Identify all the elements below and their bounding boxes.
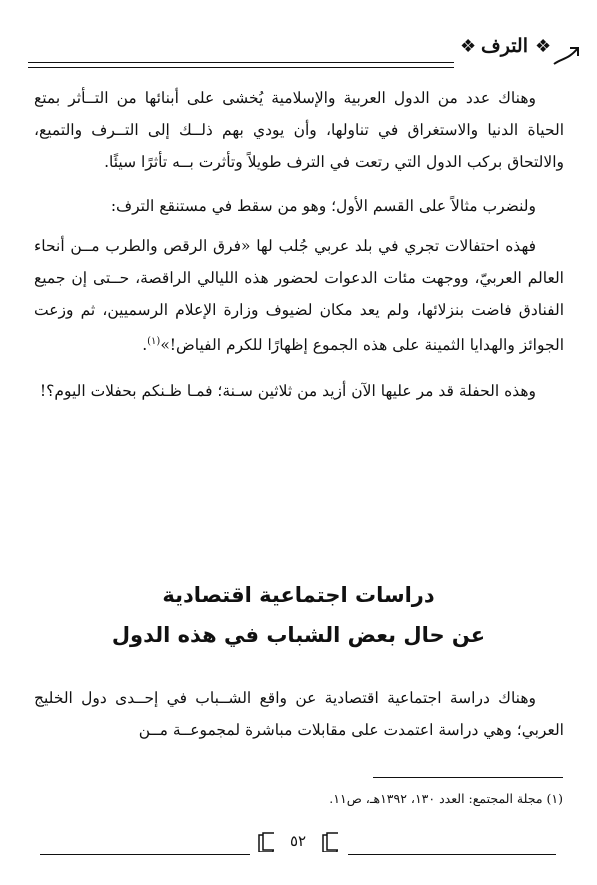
running-header (28, 34, 580, 74)
page-footer (40, 826, 556, 866)
header-rule-upper (28, 62, 454, 63)
footnote-separator (373, 777, 563, 778)
body-text-bottom (34, 682, 564, 746)
header-rule-lower (28, 67, 454, 68)
paragraph: ولنضرب مثالاً على القسم الأول؛ وهو من سقط في مستنقع الترف: (110, 197, 536, 215)
page-frame-left-icon (258, 832, 274, 852)
quote-text: فهذه احتفالات تجري في بلد عربي جُلب لها «فرق الرقص والطرب مــن أنحاء العالم العربيّ، ووجهت مئات الدعوات لحضور هذه الليالي الراقصة، حــتى إن جميع الفنادق فاضت بنزلائها، ولم يعد مكان لضيوف وزارة الإعلام الرسميين، ثم وزعت الجوائز والهدايا الثمينة على هذه الجموع إظهارًا للكرم الفياض!» (34, 237, 564, 355)
footer-rule-left (40, 854, 250, 855)
footer-rule-right (348, 854, 556, 855)
page-frame-right-icon (322, 832, 338, 852)
header-right-ornament-icon: ❖ (535, 36, 552, 57)
quoted-passage: فهذه احتفالات تجري في بلد عربي جُلب لها «فرق الرقص والطرب مــن أنحاء العالم العربيّ، ووجهت مئات الدعوات لحضور هذه الليالي الراقصة، حــتى إن جميع الفنادق فاضت بنزلائها، ولم يعد مكان لضيوف وزارة الإعلام الرسميين، ثم وزعت الجوائز والهدايا الثمينة على هذه الجموع إظهارًا للكرم الفياض!»$^{(١)}$. (34, 237, 564, 355)
page-number: ٥٢ (290, 832, 307, 850)
paragraph: وهناك عدد من الدول العربية والإسلامية يُخشى على أبنائها من التــأثر بمتع الحياة الدنيا والاستغراق في تناولها، وأن يودي بهم ذلــك إلى التــرف والتميع، والالتحاق بركب الدول التي رتعت في الترف طويلاً وتأثرت بــه تأثرًا سيئًا. (34, 89, 564, 171)
footnote: (١) مجلة المجتمع: العدد ١٣٠، ١٣٩٢هـ، ص١١. (329, 791, 563, 806)
paragraph: وهذه الحفلة قد مر عليها الآن أزيد من ثلاثين سـنة؛ فمـا ظـنكم بحفلات اليوم؟! (39, 382, 536, 401)
body-text-top (34, 82, 564, 407)
header-title: الترف (481, 35, 528, 57)
paragraph: وهناك دراسة اجتماعية اقتصادية عن واقع الشــباب في إحــدى دول الخليج العربي؛ وهي دراسة اعتمدت على مقابلات مباشرة لمجموعــة مــن (34, 689, 564, 739)
footnote-reference: (١) (147, 336, 161, 347)
section-heading-line-1: دراسات اجتماعية اقتصادية (162, 583, 435, 607)
section-heading-line-2: عن حال بعض الشباب في هذه الدول (111, 623, 486, 647)
header-flourish-icon (552, 34, 580, 68)
header-left-ornament-icon: ❖ (460, 36, 477, 57)
